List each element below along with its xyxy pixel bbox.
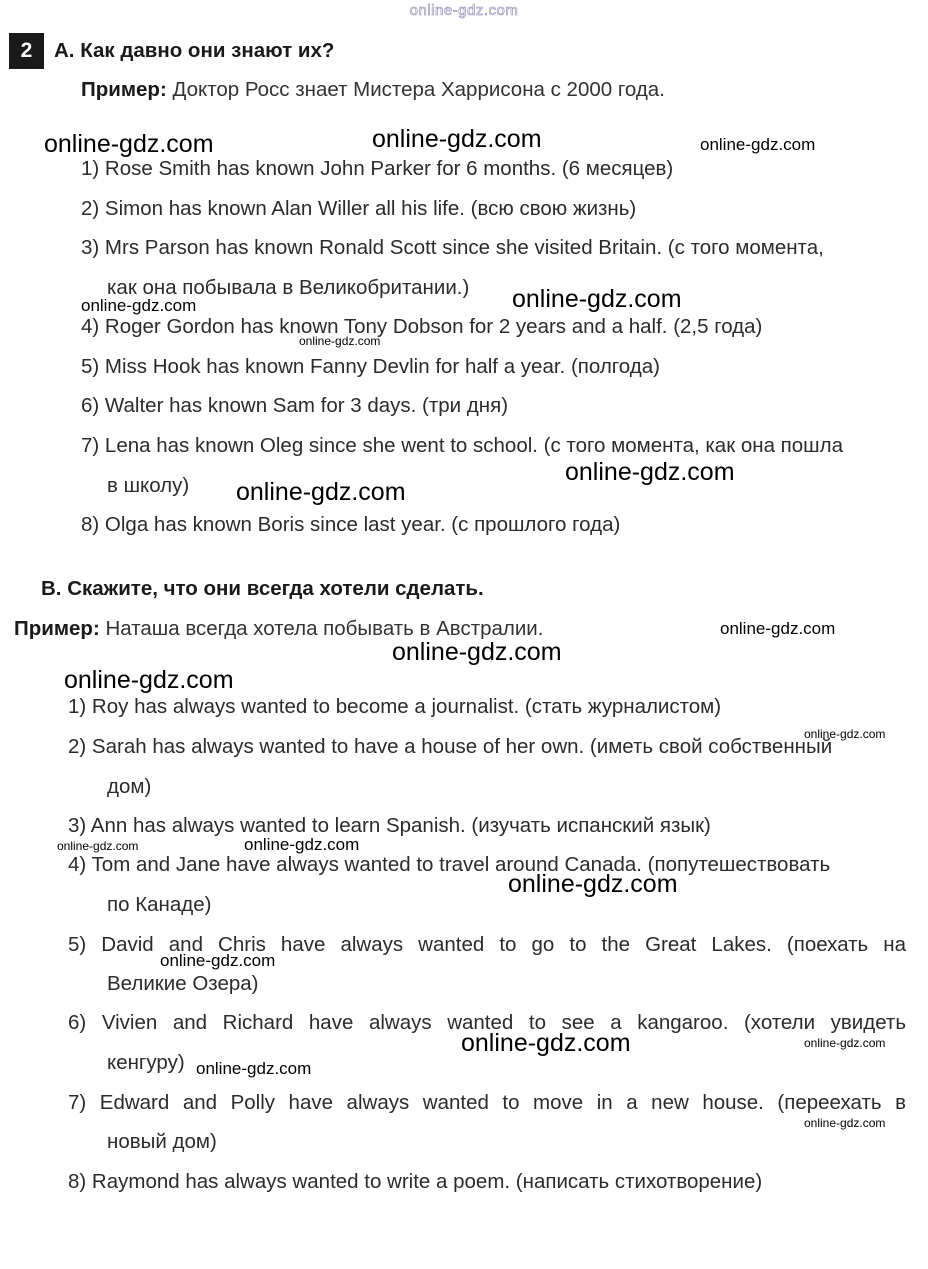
site-header-watermark: online-gdz.com <box>409 2 519 19</box>
watermark: online-gdz.com <box>299 334 381 348</box>
section-a-item-2: 2) Simon has known Alan Willer all his life. (всю свою жизнь) <box>81 197 637 220</box>
section-b-title: В. Скажите, что они всегда хотели сделать. <box>41 577 484 600</box>
watermark: online-gdz.com <box>804 727 886 741</box>
watermark: online-gdz.com <box>804 1036 886 1050</box>
section-a-item-7: 7) Lena has known Oleg since she went to school. (с того момента, как она пошла <box>81 434 843 457</box>
example-label: Пример: <box>14 617 100 640</box>
task-number-badge: 2 <box>9 33 44 69</box>
section-a-item-3: 3) Mrs Parson has known Ronald Scott since she visited Britain. (с того момента, <box>81 236 824 259</box>
section-b-item-2: 2) Sarah has always wanted to have a house of her own. (иметь свой собственный <box>68 735 833 758</box>
section-b-item-6-continued: кенгуру) <box>107 1051 185 1074</box>
watermark: online-gdz.com <box>236 478 406 506</box>
watermark: online-gdz.com <box>160 951 276 970</box>
section-b-item-5-continued: Великие Озера) <box>107 972 259 995</box>
watermark: online-gdz.com <box>372 125 542 153</box>
watermark: online-gdz.com <box>804 1116 886 1130</box>
example-text: Доктор Росс знает Мистера Харрисона с 2000 года. <box>172 78 665 101</box>
watermark: online-gdz.com <box>720 619 836 638</box>
watermark: online-gdz.com <box>44 130 214 158</box>
section-b-item-8: 8) Raymond has always wanted to write a poem. (написать стихотворение) <box>68 1170 763 1193</box>
section-a-item-7-continued: в школу) <box>107 474 190 497</box>
section-a-item-3-continued: как она побывала в Великобритании.) <box>107 276 470 299</box>
section-a-title: А. Как давно они знают их? <box>54 39 335 62</box>
section-b-item-4: 4) Tom and Jane have always wanted to travel around Canada. (попутешествовать <box>68 853 831 876</box>
section-a-item-1: 1) Rose Smith has known John Parker for 6 months. (6 месяцев) <box>81 157 674 180</box>
section-b-item-3: 3) Ann has always wanted to learn Spanish. (изучать испанский язык) <box>68 814 711 837</box>
section-b-item-4-continued: по Канаде) <box>107 893 212 916</box>
watermark: online-gdz.com <box>64 666 234 694</box>
watermark: online-gdz.com <box>508 870 678 898</box>
section-a-item-6: 6) Walter has known Sam for 3 days. (три дня) <box>81 394 509 417</box>
section-b-item-7-continued: новый дом) <box>107 1130 217 1153</box>
watermark: online-gdz.com <box>392 638 562 666</box>
watermark: online-gdz.com <box>196 1059 312 1078</box>
section-b-item-7: 7) Edward and Polly have always wanted to move in a new house. (переехать в <box>68 1091 906 1114</box>
section-b-item-6: 6) Vivien and Richard have always wanted to see a kangaroo. (хотели увидеть <box>68 1011 906 1034</box>
section-a-example <box>81 78 665 102</box>
watermark: online-gdz.com <box>244 835 360 854</box>
watermark: online-gdz.com <box>700 135 816 154</box>
section-a-item-4: 4) Roger Gordon has known Tony Dobson for 2 years and a half. (2,5 года) <box>81 315 763 338</box>
watermark: online-gdz.com <box>565 458 735 486</box>
section-a-item-8: 8) Olga has known Boris since last year. (с прошлого года) <box>81 513 621 536</box>
section-b-item-1: 1) Roy has always wanted to become a journalist. (стать журналистом) <box>68 695 722 718</box>
section-a-item-5: 5) Miss Hook has known Fanny Devlin for half a year. (полгода) <box>81 355 660 378</box>
section-b-item-5: 5) David and Chris have always wanted to go to the Great Lakes. (поехать на <box>68 933 906 956</box>
watermark: online-gdz.com <box>57 839 139 853</box>
watermark: online-gdz.com <box>461 1029 631 1057</box>
example-label: Пример: <box>81 78 167 101</box>
watermark: online-gdz.com <box>81 296 197 315</box>
example-text: Наташа всегда хотела побывать в Австралии. <box>105 617 544 640</box>
section-b-item-2-continued: дом) <box>107 775 152 798</box>
watermark: online-gdz.com <box>512 285 682 313</box>
